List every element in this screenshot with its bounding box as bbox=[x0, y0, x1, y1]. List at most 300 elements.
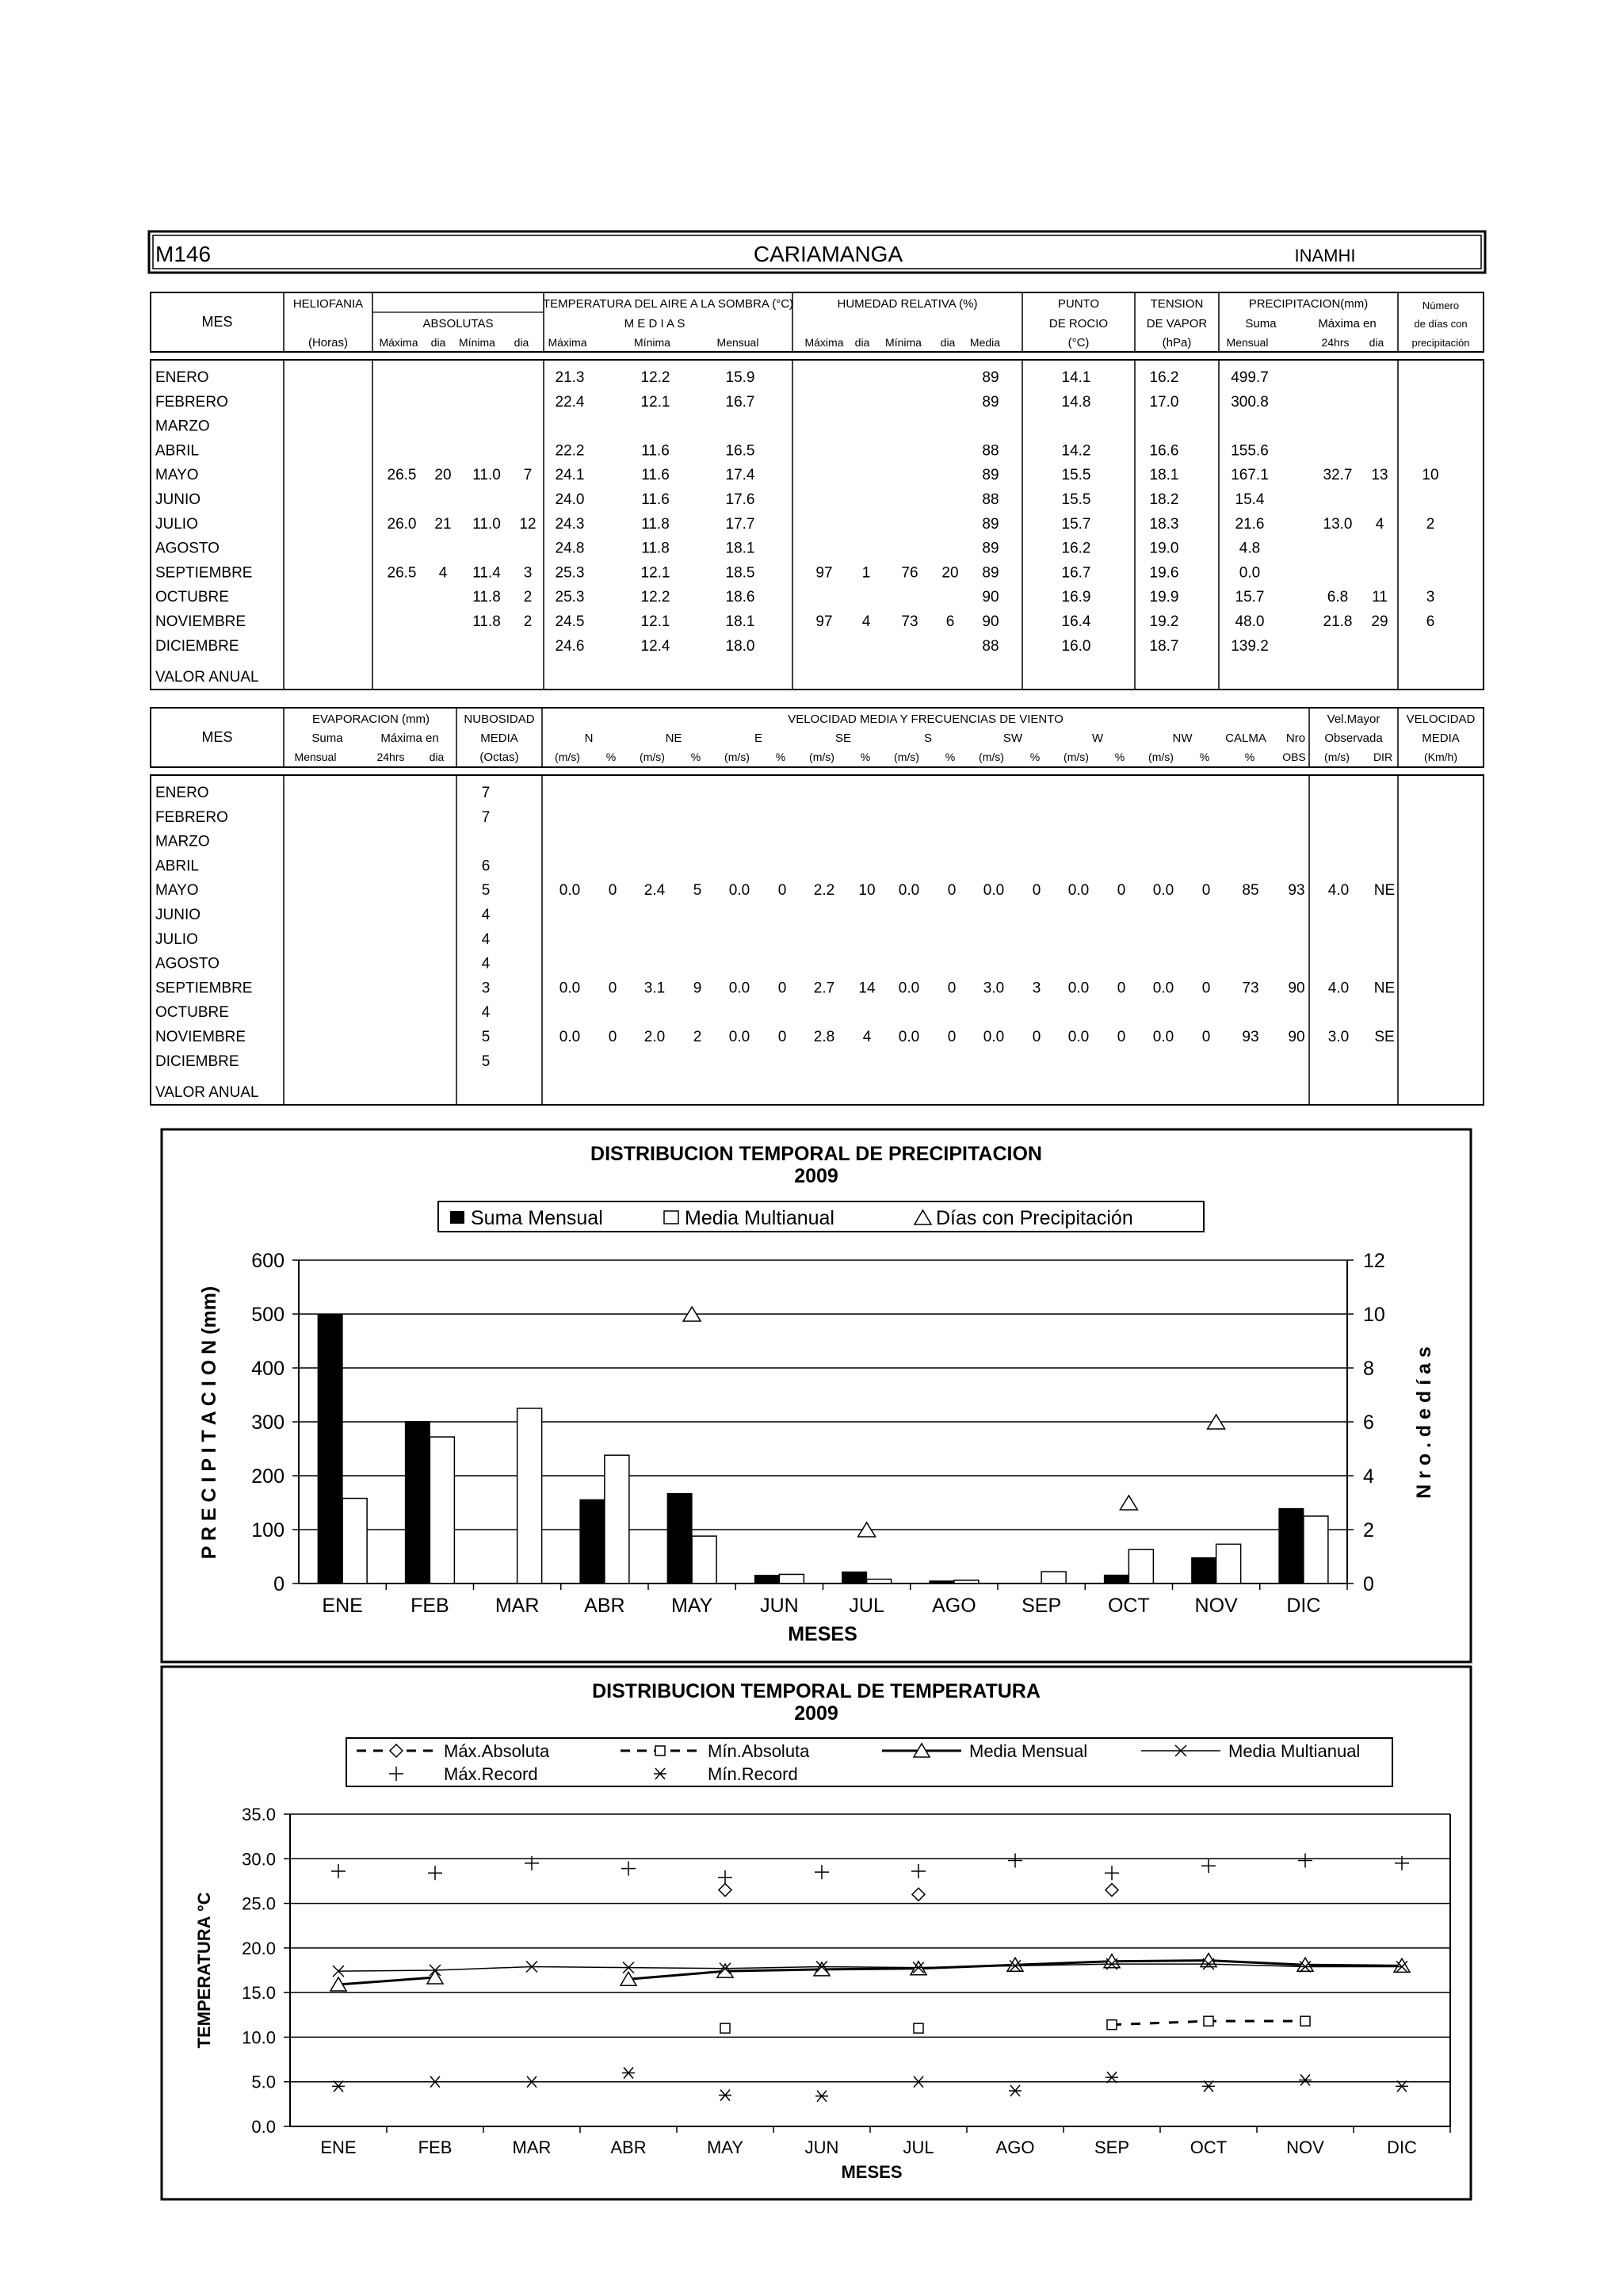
table1-cell: 18.1 bbox=[1149, 467, 1179, 484]
table1-cell: 300.8 bbox=[1231, 393, 1269, 411]
table1-cell: 16.7 bbox=[725, 393, 755, 411]
table2-cell: 4 bbox=[481, 907, 491, 923]
station-code: M146 bbox=[155, 242, 212, 266]
bar-suma-mensual bbox=[842, 1572, 867, 1584]
precip-chart-title: DISTRIBUCION TEMPORAL DE PRECIPITACION bbox=[590, 1143, 1042, 1165]
month-label: MARZO bbox=[155, 418, 210, 435]
table1-subcolumn-header: dia bbox=[430, 336, 446, 349]
month-label: MARZO bbox=[155, 833, 210, 850]
legend-star-icon bbox=[654, 1768, 666, 1779]
wind-pct-header: % bbox=[690, 751, 701, 763]
wind-speed-header-2: MEDIA bbox=[1422, 732, 1460, 745]
wind-speed-header: VELOCIDAD bbox=[1406, 712, 1476, 726]
table2-cell: 0.0 bbox=[898, 1029, 920, 1045]
temperature-header: TEMPERATURA DEL AIRE A LA SOMBRA (°C) bbox=[542, 297, 794, 311]
cloudiness-header: NUBOSIDAD bbox=[464, 712, 535, 726]
legend-label-media: Media Multianual bbox=[685, 1207, 834, 1229]
table1-cell: 21.8 bbox=[1323, 613, 1353, 630]
table1-cell: 16.2 bbox=[1149, 369, 1179, 386]
legend-swatch-media bbox=[664, 1211, 678, 1224]
max-wind-header-2: Observada bbox=[1324, 732, 1383, 745]
dew-point-header-2: DE ROCIO bbox=[1048, 317, 1109, 330]
max-wind-header: Vel.Mayor bbox=[1327, 712, 1381, 726]
bar-suma-mensual bbox=[1279, 1508, 1304, 1584]
table1-cell: 26.5 bbox=[387, 564, 417, 582]
table1-cell: 19.2 bbox=[1149, 613, 1179, 630]
table2-cell: NE bbox=[1373, 882, 1396, 900]
table1-cell: 14.1 bbox=[1061, 369, 1091, 386]
x-tick-label: NOV bbox=[1286, 2137, 1324, 2157]
bar-suma-mensual bbox=[405, 1421, 430, 1584]
point-plus bbox=[718, 1870, 732, 1885]
bar-media-multianual bbox=[1128, 1549, 1153, 1584]
table1-cell: 3 bbox=[1426, 589, 1435, 606]
y-axis-label: TEMPERATURA °C bbox=[194, 1892, 214, 2049]
table2-cell: 9 bbox=[693, 980, 702, 997]
point-plus bbox=[815, 1865, 829, 1879]
x-tick-label: OCT bbox=[1107, 1595, 1150, 1617]
table2-cell: 7 bbox=[481, 785, 491, 801]
bar-suma-mensual bbox=[930, 1581, 954, 1584]
station-name: CARIAMANGA bbox=[753, 242, 903, 266]
table1-cell: 11.6 bbox=[641, 442, 670, 460]
y-tick-label: 20.0 bbox=[242, 1938, 276, 1958]
table1-cell: 3 bbox=[523, 564, 533, 582]
month-label: DICIEMBRE bbox=[155, 637, 239, 655]
point-plus bbox=[331, 1864, 346, 1878]
table2-cell: 0.0 bbox=[1067, 980, 1090, 997]
table1-cell: 22.2 bbox=[555, 442, 585, 460]
table1-cell: 16.4 bbox=[1061, 613, 1091, 630]
wind-pct-header: % bbox=[860, 751, 871, 763]
wind-pct-header: % bbox=[775, 751, 786, 763]
table2-cell: 14 bbox=[858, 980, 876, 997]
temp-chart-title: DISTRIBUCION TEMPORAL DE TEMPERATURA bbox=[592, 1680, 1041, 1702]
y-tick-label: 300 bbox=[251, 1412, 285, 1434]
table2-cell: 2.8 bbox=[813, 1029, 835, 1045]
table1-cell: 73 bbox=[901, 613, 918, 630]
table2-cell: 0 bbox=[1201, 882, 1211, 900]
table1-cell: 24.6 bbox=[555, 637, 585, 655]
wind-ms-header: (m/s) bbox=[640, 751, 665, 763]
legend-plus-icon bbox=[389, 1767, 403, 1781]
table1-cell: 1 bbox=[861, 564, 871, 582]
point-star bbox=[815, 2091, 828, 2102]
x-tick-label: ABR bbox=[584, 1595, 625, 1617]
point-square bbox=[914, 2023, 923, 2033]
wind-ms-header: (m/s) bbox=[724, 751, 750, 763]
table1-cell: 10 bbox=[1422, 467, 1439, 484]
table2-cell: 4.0 bbox=[1327, 882, 1350, 900]
table1-cell: 18.3 bbox=[1149, 515, 1179, 533]
table1-subcolumn-header: Mínima bbox=[459, 336, 495, 349]
table1-subcolumn-header: Mínima bbox=[885, 336, 922, 349]
y2-tick-label: 6 bbox=[1363, 1412, 1374, 1434]
bar-media-multianual bbox=[1304, 1516, 1328, 1584]
calma-pct-header: % bbox=[1244, 751, 1255, 763]
table1-mes-header: MES bbox=[201, 314, 233, 330]
point-plus bbox=[1298, 1854, 1312, 1868]
table1-cell: 16.2 bbox=[1061, 540, 1091, 557]
wind-pct-header: % bbox=[1199, 751, 1210, 763]
table1-cell: 11.0 bbox=[472, 467, 501, 484]
wind-direction-SE: SE bbox=[834, 732, 852, 745]
table2-cell: 0 bbox=[947, 882, 957, 900]
x-tick-label: DIC bbox=[1387, 2137, 1417, 2157]
wind-header: VELOCIDAD MEDIA Y FRECUENCIAS DE VIENTO bbox=[788, 712, 1064, 726]
table2-cell: 0.0 bbox=[559, 980, 581, 997]
table1-cell: 499.7 bbox=[1231, 369, 1269, 386]
wind-direction-W: W bbox=[1091, 732, 1104, 745]
table1-cell: 17.7 bbox=[725, 515, 755, 533]
table2-cell: 73 bbox=[1242, 980, 1259, 997]
table2-cell: 0 bbox=[1032, 882, 1041, 900]
table2-cell: 0.0 bbox=[1067, 1029, 1090, 1045]
table1-cell: 90 bbox=[982, 589, 999, 606]
point-diamond bbox=[1106, 1884, 1118, 1897]
y-tick-label: 200 bbox=[251, 1465, 285, 1488]
table2-cell: 0.0 bbox=[728, 882, 750, 900]
table1-cell: 2 bbox=[1426, 515, 1435, 533]
table2-cell: 0.0 bbox=[1067, 882, 1090, 900]
wind-pct-header: % bbox=[605, 751, 617, 763]
table2-cell: 3 bbox=[1032, 980, 1041, 997]
table1-cell: 20 bbox=[434, 467, 452, 484]
table1-cell: 18.2 bbox=[1149, 491, 1179, 508]
table1-cell: 12 bbox=[519, 515, 537, 533]
table2-cell: 5 bbox=[481, 882, 491, 900]
table2-cell: 0 bbox=[777, 1029, 787, 1045]
y2-tick-label: 8 bbox=[1363, 1358, 1374, 1380]
wind-ms-header: (m/s) bbox=[1148, 751, 1174, 763]
legend-diamond-icon bbox=[390, 1744, 403, 1757]
evap-dia-header: dia bbox=[429, 751, 445, 763]
x-tick-label: ENE bbox=[320, 2137, 357, 2157]
table1-cell: 18.6 bbox=[725, 589, 755, 606]
series-line bbox=[338, 1977, 435, 1985]
heliofania-header: HELIOFANIA bbox=[292, 297, 364, 311]
point-plus bbox=[1105, 1866, 1119, 1880]
table1-cell: 6.8 bbox=[1327, 589, 1349, 606]
legend-label-temp: Máx.Absoluta bbox=[444, 1741, 550, 1761]
table2-cell: 2 bbox=[693, 1029, 702, 1045]
table1-cell: 11 bbox=[1372, 589, 1388, 606]
table1-cell: 13.0 bbox=[1323, 515, 1353, 533]
month-label: DICIEMBRE bbox=[155, 1052, 239, 1070]
x-tick-label: ABR bbox=[610, 2137, 647, 2157]
table2-cell: SE bbox=[1374, 1029, 1395, 1045]
bar-suma-mensual bbox=[1104, 1575, 1128, 1584]
table1-cell: 11.6 bbox=[641, 467, 670, 484]
table2-cell: 4 bbox=[481, 930, 491, 948]
x-tick-label: MAR bbox=[512, 2137, 552, 2157]
x-axis-label: MESES bbox=[788, 1623, 857, 1645]
table2-cell: 0.0 bbox=[559, 882, 581, 900]
x-tick-label: JUL bbox=[903, 2137, 934, 2157]
table1-cell: 24.8 bbox=[555, 540, 585, 557]
x-tick-label: MAR bbox=[495, 1595, 540, 1617]
table1-cell: 15.4 bbox=[1235, 491, 1265, 508]
table1-cell: 21 bbox=[434, 515, 452, 533]
table1-subcolumn-header: Media bbox=[969, 336, 1001, 349]
table1-cell: 24.0 bbox=[555, 491, 585, 508]
wind-pct-header: % bbox=[1114, 751, 1125, 763]
table1-cell: 89 bbox=[982, 393, 999, 411]
table1-cell: 25.3 bbox=[555, 589, 585, 606]
x-tick-label: OCT bbox=[1190, 2137, 1228, 2157]
month-label: SEPTIEMBRE bbox=[155, 980, 253, 997]
table1-cell: 6 bbox=[1426, 613, 1435, 630]
table1-cell: 14.2 bbox=[1061, 442, 1091, 460]
calma-header: CALMA bbox=[1225, 732, 1266, 745]
month-label: MAYO bbox=[155, 882, 199, 900]
nro-obs-header-2: OBS bbox=[1282, 751, 1306, 763]
table1-cell: 88 bbox=[982, 637, 999, 655]
month-label: OCTUBRE bbox=[155, 589, 229, 606]
legend-label-dias: Días con Precipitación bbox=[936, 1207, 1133, 1229]
table2-cell: 93 bbox=[1288, 882, 1305, 900]
table2-cell: 90 bbox=[1288, 980, 1305, 997]
table1-cell: 21.6 bbox=[1235, 515, 1265, 533]
point-star bbox=[719, 2090, 731, 2101]
table2-cell: 0.0 bbox=[559, 1029, 581, 1045]
table1-cell: 18.0 bbox=[725, 637, 755, 655]
valor-anual-label: VALOR ANUAL bbox=[155, 1084, 259, 1101]
precip-header: PRECIPITACION(mm) bbox=[1248, 297, 1369, 311]
table1-cell: 90 bbox=[982, 613, 999, 630]
point-diamond bbox=[719, 1884, 731, 1897]
x-tick-label: FEB bbox=[411, 1595, 449, 1617]
point-star bbox=[525, 2076, 538, 2088]
table2-cell: 2.0 bbox=[643, 1029, 666, 1045]
num-days-header: Número bbox=[1422, 300, 1460, 311]
humidity-header: HUMEDAD RELATIVA (%) bbox=[837, 297, 978, 311]
table1-cell: 24.5 bbox=[555, 613, 585, 630]
table1-cell: 29 bbox=[1371, 613, 1388, 630]
y2-tick-label: 2 bbox=[1363, 1519, 1374, 1541]
table1-cell: 24.1 bbox=[555, 467, 585, 484]
month-label: SEPTIEMBRE bbox=[155, 564, 253, 582]
bar-suma-mensual bbox=[318, 1314, 342, 1584]
x-axis-label: MESES bbox=[841, 2162, 903, 2182]
table2-cell: 0.0 bbox=[898, 980, 920, 997]
vapor-header: TENSION bbox=[1150, 297, 1204, 311]
month-label: ENERO bbox=[155, 785, 209, 801]
table1-cell: 89 bbox=[982, 515, 999, 533]
table1-cell: 26.0 bbox=[387, 515, 417, 533]
legend-square-icon bbox=[655, 1746, 665, 1755]
bar-suma-mensual bbox=[580, 1499, 605, 1584]
table2-cell: 0 bbox=[608, 882, 617, 900]
legend-label-temp: Media Mensual bbox=[969, 1741, 1088, 1761]
table2-cell: 0.0 bbox=[728, 980, 750, 997]
x-tick-label: AGO bbox=[995, 2137, 1035, 2157]
table2-cell: 3 bbox=[481, 980, 491, 997]
month-label: OCTUBRE bbox=[155, 1004, 229, 1022]
y-tick-label: 15.0 bbox=[242, 1983, 276, 2004]
table1-cell: 16.9 bbox=[1061, 589, 1091, 606]
precip-max-header: Máxima en bbox=[1318, 317, 1377, 330]
wind-direction-S: S bbox=[923, 732, 933, 745]
table1-subcolumn-header: Máxima bbox=[804, 336, 844, 349]
bar-media-multianual bbox=[430, 1437, 454, 1584]
y-tick-label: 0 bbox=[273, 1573, 285, 1595]
legend-triangle-icon bbox=[915, 1210, 931, 1224]
table2-cell: 0 bbox=[777, 882, 787, 900]
x-tick-label: DIC bbox=[1286, 1595, 1321, 1617]
absolutas-header: ABSOLUTAS bbox=[422, 317, 494, 330]
y-tick-label: 5.0 bbox=[251, 2072, 276, 2092]
month-label: JULIO bbox=[155, 515, 198, 533]
table1-cell: 25.3 bbox=[555, 564, 585, 582]
table2-cell: 5 bbox=[693, 882, 702, 900]
table2-cell: 3.0 bbox=[1327, 1029, 1350, 1045]
month-label: JUNIO bbox=[155, 491, 200, 508]
table1-cell: 11.8 bbox=[472, 589, 501, 606]
table2-cell: 3.1 bbox=[643, 980, 666, 997]
point-square bbox=[720, 2023, 730, 2033]
table1-cell: 16.5 bbox=[725, 442, 755, 460]
num-days-header-2: de días con bbox=[1414, 318, 1468, 330]
point-plus bbox=[428, 1866, 442, 1880]
x-tick-label: AGO bbox=[932, 1595, 976, 1617]
month-label: MAYO bbox=[155, 467, 199, 484]
table1-cell: 26.5 bbox=[387, 467, 417, 484]
table1-cell: 24.3 bbox=[555, 515, 585, 533]
point-square bbox=[1204, 2016, 1213, 2026]
medias-header: M E D I A S bbox=[624, 317, 685, 330]
vapor-header-2: DE VAPOR bbox=[1146, 317, 1208, 330]
table1-subcolumn-header: Mensual bbox=[716, 336, 759, 349]
month-label: ABRIL bbox=[155, 858, 199, 875]
table1-cell: 16.6 bbox=[1149, 442, 1179, 460]
table1-cell: 4.8 bbox=[1239, 540, 1261, 557]
x-tick-label: FEB bbox=[418, 2137, 453, 2157]
month-label: AGOSTO bbox=[155, 955, 220, 972]
table2-cell: NE bbox=[1373, 980, 1396, 997]
table2-cell: 0 bbox=[777, 980, 787, 997]
evap-24hrs-header: 24hrs bbox=[376, 751, 405, 763]
table2-cell: 0 bbox=[1117, 882, 1126, 900]
x-tick-label: JUN bbox=[760, 1595, 799, 1617]
table1-cell: 18.7 bbox=[1149, 637, 1179, 655]
table1-subcolumn-header: dia bbox=[514, 336, 529, 349]
evap-mensual-header: Mensual bbox=[294, 751, 337, 763]
nro-obs-header: Nro bbox=[1285, 732, 1306, 745]
bar-media-multianual bbox=[954, 1580, 979, 1584]
month-label: ABRIL bbox=[155, 442, 199, 460]
table1-cell: 4 bbox=[438, 564, 448, 582]
table1-cell: 12.2 bbox=[640, 369, 670, 386]
table2-cell: 0 bbox=[1117, 1029, 1126, 1045]
table2-cell: 0 bbox=[1117, 980, 1126, 997]
table2-cell: 0.0 bbox=[1152, 882, 1174, 900]
table2-cell: 4 bbox=[481, 955, 491, 972]
table2-cell: 2.7 bbox=[813, 980, 835, 997]
wind-direction-NW: NW bbox=[1172, 732, 1193, 745]
table2-cell: 0.0 bbox=[728, 1029, 750, 1045]
wind-ms-header: (m/s) bbox=[979, 751, 1004, 763]
table1-subcolumn-header: dia bbox=[854, 336, 870, 349]
table1-cell: 17.4 bbox=[725, 467, 755, 484]
table2-cell: 0.0 bbox=[898, 882, 920, 900]
point-star bbox=[1299, 2074, 1312, 2085]
table2-cell: 0 bbox=[947, 1029, 957, 1045]
legend-swatch-suma bbox=[450, 1211, 464, 1224]
table1-cell: 11.8 bbox=[641, 515, 670, 533]
table1-subcolumn-header: dia bbox=[1369, 336, 1384, 349]
table1-cell: 15.5 bbox=[1061, 467, 1091, 484]
table1-cell: 17.0 bbox=[1149, 393, 1179, 411]
table1-cell: 6 bbox=[945, 613, 955, 630]
num-days-header-3: precipitación bbox=[1411, 337, 1470, 349]
dew-point-unit: (°C) bbox=[1067, 336, 1090, 350]
cloudiness-unit: (Octas) bbox=[479, 751, 519, 764]
table1-cell: 97 bbox=[815, 613, 833, 630]
table1-cell: 22.4 bbox=[555, 393, 585, 411]
table1-cell: 0.0 bbox=[1239, 564, 1261, 582]
y-tick-label: 35.0 bbox=[242, 1805, 276, 1824]
table1-cell: 15.7 bbox=[1061, 515, 1091, 533]
bar-suma-mensual bbox=[754, 1576, 779, 1584]
x-tick-label: ENE bbox=[322, 1595, 363, 1617]
y-axis-label: P R E C I P I T A C I O N (mm) bbox=[198, 1286, 220, 1560]
bar-media-multianual bbox=[867, 1580, 892, 1584]
table1-cell: 88 bbox=[982, 442, 999, 460]
table1-cell: 16.0 bbox=[1061, 637, 1091, 655]
wind-direction-SW: SW bbox=[1002, 732, 1023, 745]
table1-cell: 4 bbox=[1375, 515, 1384, 533]
table1-cell: 11.8 bbox=[472, 613, 501, 630]
table1-cell: 18.1 bbox=[725, 540, 755, 557]
table2-cell: 10 bbox=[858, 882, 876, 900]
table1-cell: 89 bbox=[982, 540, 999, 557]
wind-pct-header: % bbox=[1029, 751, 1041, 763]
table1-cell: 12.4 bbox=[640, 637, 670, 655]
month-label: JUNIO bbox=[155, 907, 200, 923]
table1-cell: 32.7 bbox=[1323, 467, 1353, 484]
table1-cell: 2 bbox=[523, 589, 533, 606]
bar-media-multianual bbox=[692, 1536, 716, 1584]
table1-cell: 89 bbox=[982, 564, 999, 582]
point-star bbox=[622, 2067, 635, 2078]
table1-cell: 19.6 bbox=[1149, 564, 1179, 582]
table2-cell: 0 bbox=[947, 980, 957, 997]
y-tick-label: 500 bbox=[251, 1304, 285, 1326]
month-label: FEBRERO bbox=[155, 808, 228, 826]
wind-pct-header: % bbox=[945, 751, 956, 763]
table2-cell: 4 bbox=[862, 1029, 872, 1045]
month-label: ENERO bbox=[155, 369, 209, 386]
table1-cell: 19.0 bbox=[1149, 540, 1179, 557]
evaporation-header: EVAPORACION (mm) bbox=[311, 712, 430, 726]
bar-media-multianual bbox=[605, 1455, 629, 1584]
table1-subcolumn-header: 24hrs bbox=[1321, 336, 1350, 349]
bar-media-multianual bbox=[1216, 1544, 1241, 1584]
wind-ms-header: (m/s) bbox=[809, 751, 834, 763]
table2-body-frame bbox=[151, 775, 1484, 1105]
vapor-unit: (hPa) bbox=[1162, 336, 1192, 350]
table1-cell: 17.6 bbox=[725, 491, 755, 508]
y2-tick-label: 10 bbox=[1363, 1304, 1385, 1326]
bar-suma-mensual bbox=[667, 1493, 692, 1584]
table2-cell: 0 bbox=[608, 1029, 617, 1045]
table1-cell: 12.1 bbox=[640, 564, 670, 582]
table1-cell: 48.0 bbox=[1235, 613, 1265, 630]
table1-body-frame bbox=[151, 360, 1484, 690]
table1-subcolumn-header: Mínima bbox=[634, 336, 670, 349]
cloudiness-media-header: MEDIA bbox=[480, 732, 518, 745]
